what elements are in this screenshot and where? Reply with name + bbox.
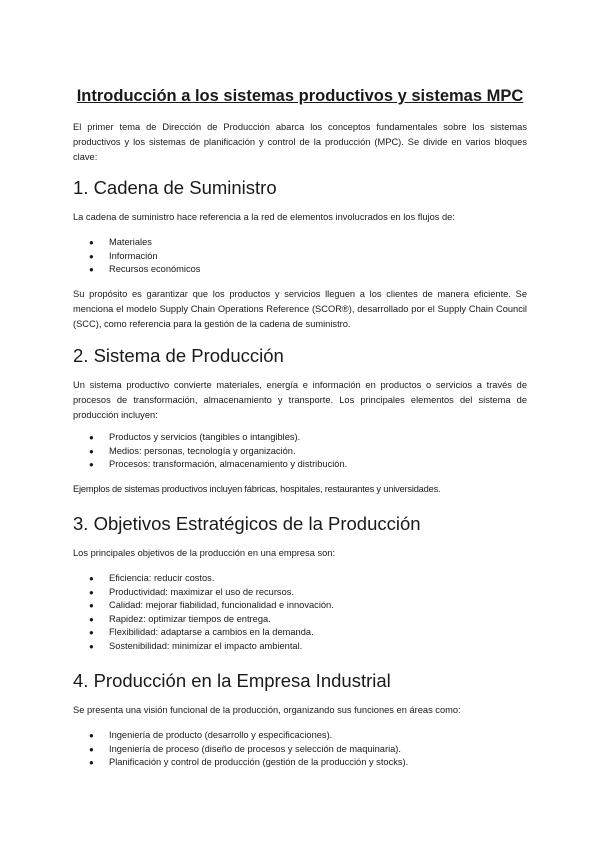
bullet-icon: ●	[89, 574, 94, 583]
bullet-icon: ●	[89, 587, 94, 597]
list-item: ● Información	[73, 250, 200, 264]
bullet-icon: ●	[89, 238, 94, 247]
section-lead-produccion: Un sistema productivo convierte materiales, energía e información en productos o servicios a través de procesos de transformación, almacenamiento y transporte. Los principales elementos del sistema de producción incluyen:	[73, 380, 527, 421]
bullet-icon: ●	[89, 744, 94, 754]
bullet-list-objetivos	[73, 572, 334, 653]
bullet-icon: ●	[89, 628, 94, 637]
section-heading-empresa: 4. Producción en la Empresa Industrial	[73, 670, 391, 691]
list-item: ● Planificación y control de producción (gestión de la producción y stocks).	[73, 756, 408, 770]
list-item: ● Recursos económicos	[73, 263, 200, 277]
section-lead-empresa: Se presenta una visión funcional de la producción, organizando sus funciones en áreas como:	[73, 705, 461, 715]
section-lead-cadena: La cadena de suministro hace referencia a la red de elementos involucrados en los flujos de:	[73, 212, 455, 222]
list-item: ● Medios: personas, tecnología y organización.	[73, 445, 347, 459]
bullet-icon: ●	[89, 433, 94, 442]
document-title: Introducción a los sistemas productivos y sistemas MPC	[76, 87, 524, 105]
section-after-cadena: Su propósito es garantizar que los productos y servicios lleguen a los clientes de manera eficiente. Se menciona el modelo Supply Chain Operations Reference (SCOR®), desarrollado por el Supply Chain Council (SCC), como referencia para la gestión de la cadena de suministro.	[73, 289, 527, 330]
section-lead-objetivos: Los principales objetivos de la producción en una empresa son:	[73, 548, 336, 558]
list-item: ● Ingeniería de proceso (diseño de procesos y selección de maquinaria).	[73, 743, 408, 757]
list-item: ● Rapidez: optimizar tiempos de entrega.	[73, 613, 334, 627]
bullet-icon: ●	[89, 731, 94, 740]
list-item: ● Productividad: maximizar el uso de recursos.	[73, 586, 334, 600]
list-item: ● Procesos: transformación, almacenamiento y distribución.	[73, 458, 347, 472]
bullet-list-cadena	[73, 236, 200, 277]
bullet-icon: ●	[89, 614, 94, 624]
section-heading-objetivos: 3. Objetivos Estratégicos de la Producción	[73, 513, 421, 534]
bullet-list-produccion	[73, 431, 347, 472]
list-item: ● Productos y servicios (tangibles o intangibles).	[73, 431, 347, 445]
bullet-icon: ●	[89, 446, 94, 456]
list-item: ● Calidad: mejorar fiabilidad, funcionalidad e innovación.	[73, 599, 334, 613]
bullet-icon: ●	[89, 265, 94, 274]
bullet-icon: ●	[89, 460, 94, 469]
list-item: ● Materiales	[73, 236, 200, 250]
section-heading-produccion: 2. Sistema de Producción	[73, 345, 284, 366]
list-item: ● Sostenibilidad: minimizar el impacto ambiental.	[73, 640, 334, 654]
section-heading-cadena: 1. Cadena de Suministro	[73, 177, 277, 198]
bullet-icon: ●	[89, 251, 94, 261]
list-item: ● Flexibilidad: adaptarse a cambios en la demanda.	[73, 626, 334, 640]
bullet-icon: ●	[89, 758, 94, 767]
bullet-list-empresa	[73, 729, 408, 770]
list-item: ● Eficiencia: reducir costos.	[73, 572, 334, 586]
bullet-icon: ●	[89, 641, 94, 651]
section-after-produccion: Ejemplos de sistemas productivos incluyen fábricas, hospitales, restaurantes y universidades.	[73, 484, 441, 494]
bullet-icon: ●	[89, 601, 94, 610]
list-item: ● Ingeniería de producto (desarrollo y especificaciones).	[73, 729, 408, 743]
intro-paragraph: El primer tema de Dirección de Producción abarca los conceptos fundamentales sobre los sistemas productivos y los sistemas de planificación y control de la producción (MPC). Se divide en varios bloques clave:	[73, 122, 527, 163]
